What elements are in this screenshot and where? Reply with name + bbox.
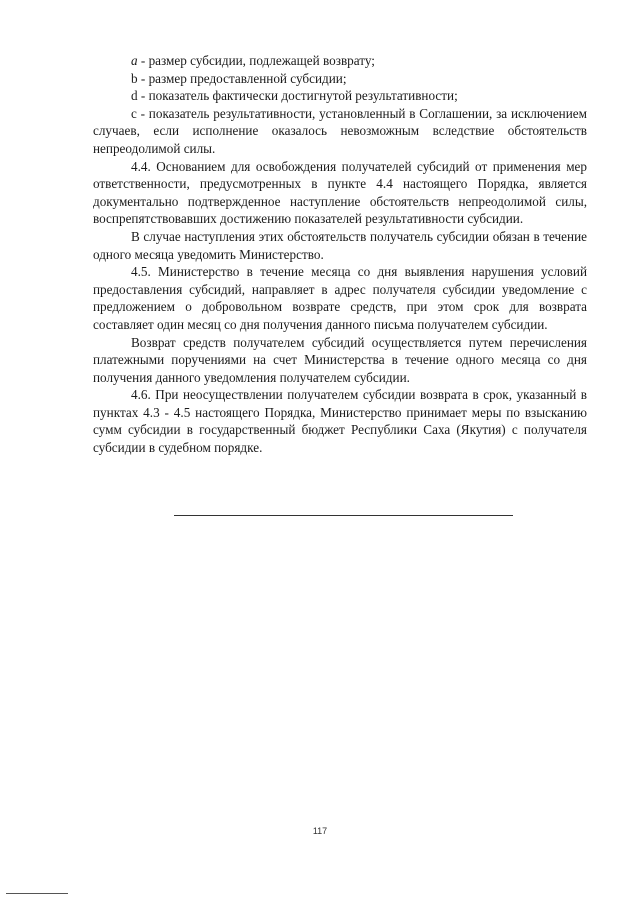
variable-symbol-a: a bbox=[131, 53, 138, 68]
paragraph-4-4-notice: В случае наступления этих обстоятельств получатель субсидии обязан в течение одного месяца уведомить Министерство. bbox=[93, 228, 587, 262]
variable-symbol-d: d bbox=[131, 88, 138, 104]
document-body bbox=[93, 52, 587, 457]
scan-edge-line bbox=[6, 893, 68, 894]
variable-definition-d bbox=[93, 87, 587, 105]
paragraph-4-5: 4.5. Министерство в течение месяца со дня выявления нарушения условий предоставления субсидий, направляет в адрес получателя субсидии уведомление с предложением о добровольном возврате средств, при этом срок для возврата составляет один месяц со дня получения данного письма получателем субсидии. bbox=[93, 264, 587, 332]
variable-text-a: - размер субсидии, подлежащей возврату; bbox=[137, 53, 375, 68]
variable-text-d: - показатель фактически достигнутой результативности; bbox=[137, 88, 458, 104]
variable-definition-b bbox=[93, 70, 587, 88]
variable-definition-a bbox=[93, 52, 587, 70]
page-number: 117 bbox=[312, 826, 328, 836]
variable-symbol-b: b bbox=[131, 70, 138, 86]
variable-definition-c: c - показатель результативности, установленный в Соглашении, за исключением случаев, если исполнение оказалось невозможным вследствие обстоятельств непреодолимой силы. bbox=[93, 105, 587, 156]
end-of-text-rule bbox=[174, 515, 513, 516]
paragraph-4-5-return: Возврат средств получателем субсидий осуществляется путем перечисления платежными поручениями на счет Министерства в течение одного месяца со дня получения данного уведомления получателем субсидии. bbox=[93, 334, 587, 385]
paragraph-4-6: 4.6. При неосуществлении получателем субсидии возврата в срок, указанный в пунктах 4.3 - 4.5 настоящего Порядка, Министерство принимает меры по взысканию сумм субсидии в государственный бюджет Республики Саха (Якутия) с получателя субсидии в судебном порядке. bbox=[93, 387, 587, 456]
variable-text-b: - размер предоставленной субсидии; bbox=[137, 70, 347, 86]
paragraph-4-4: 4.4. Основанием для освобождения получателей субсидий от применения мер ответственности, предусмотренных в пункте 4.4 настоящего Порядка, является документально подтвержденное наступление обстоятельств непреодолимой силы, воспрепятствовавших достижению показателей результативности субсидии. bbox=[93, 158, 587, 227]
